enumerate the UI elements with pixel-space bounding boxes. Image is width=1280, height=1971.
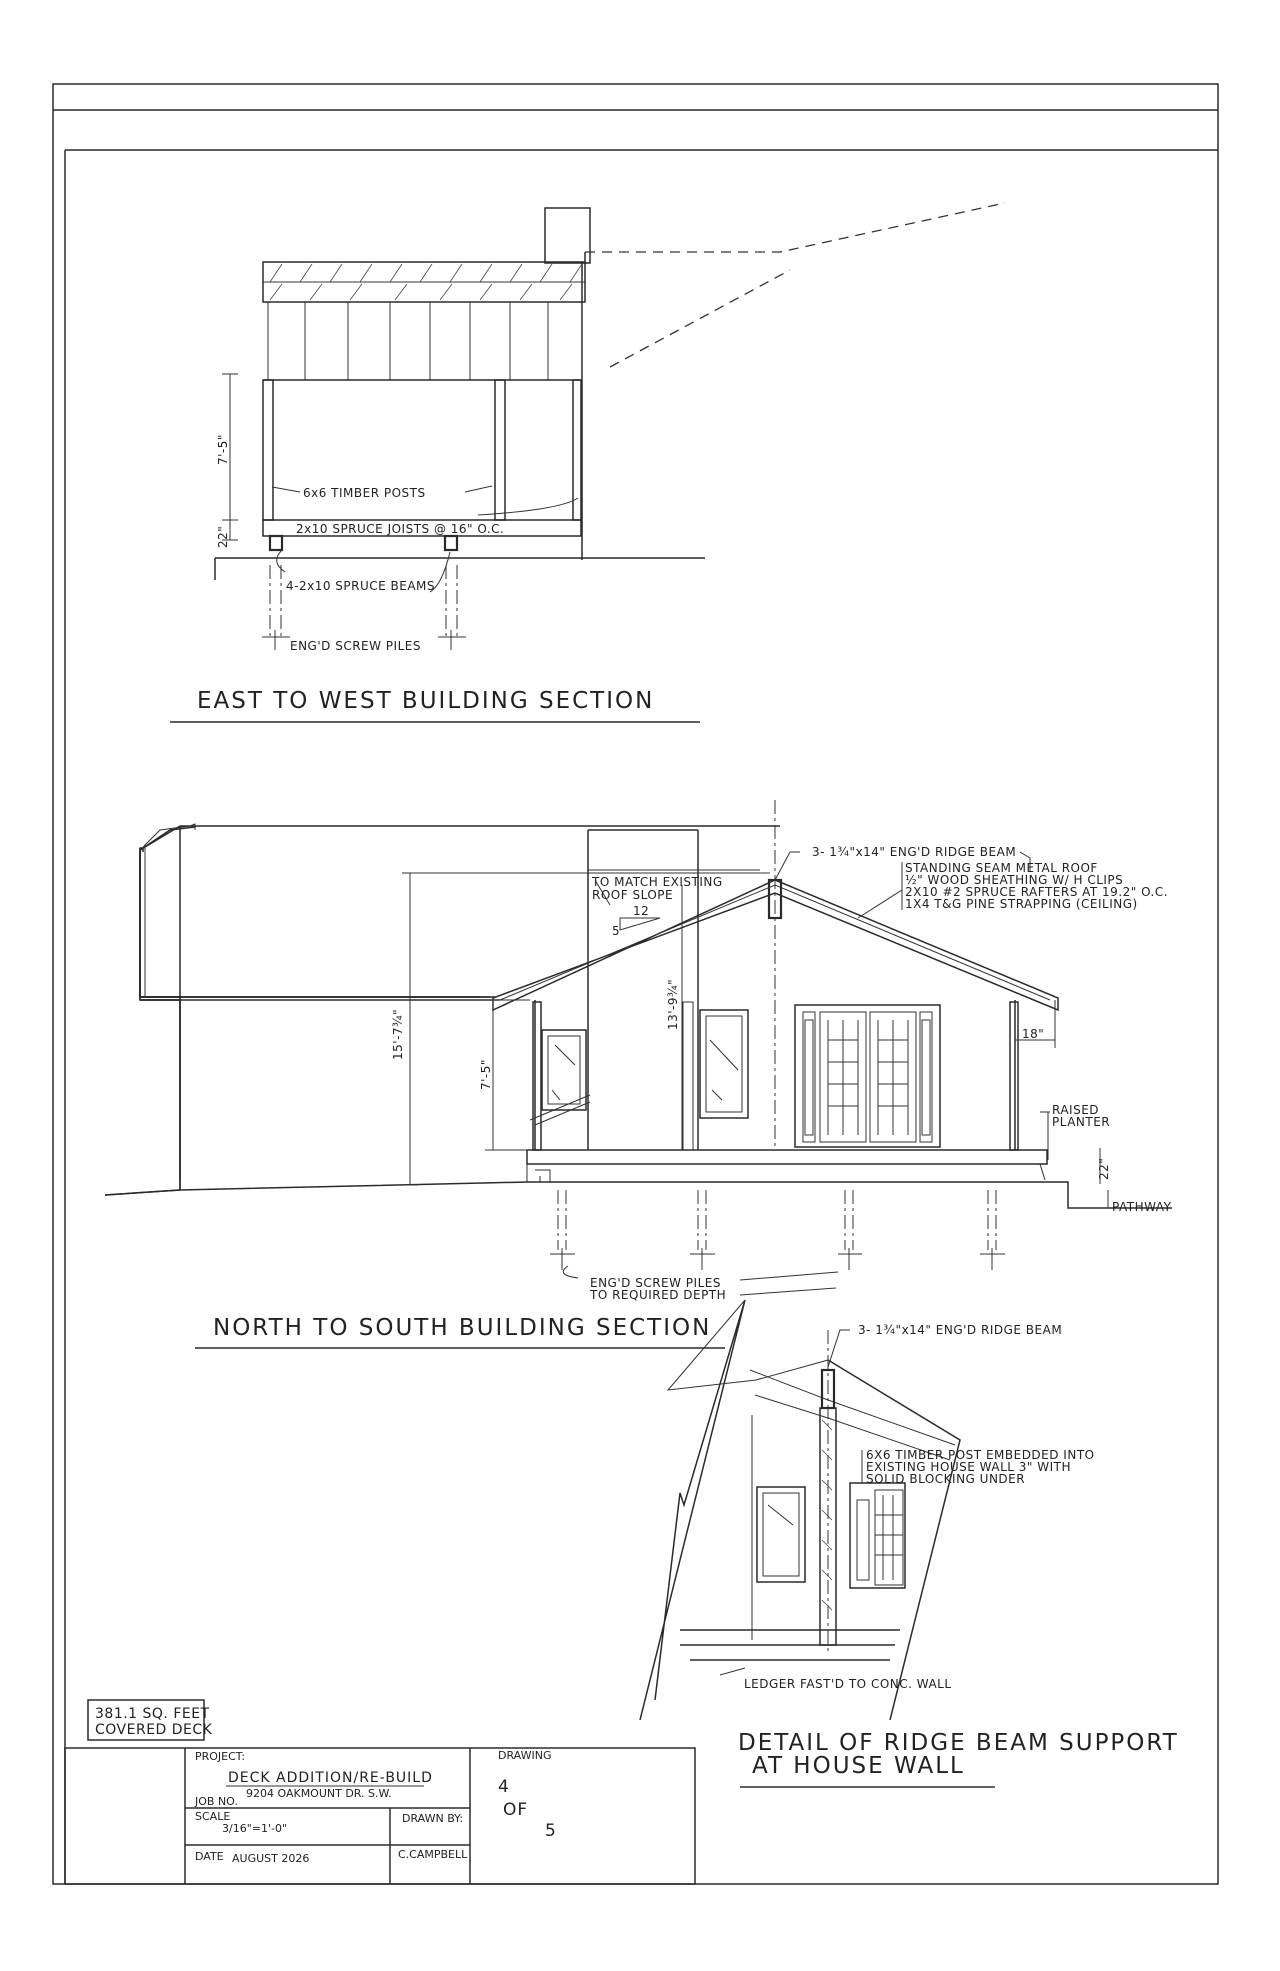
- tb-scale-value: 3/16"=1'-0": [222, 1822, 288, 1835]
- detail-post-note-1: 6X6 TIMBER POST EMBEDDED INTO: [866, 1448, 1095, 1462]
- detail-title-2: AT HOUSE WALL: [752, 1753, 965, 1779]
- ns-dim-overhang: 18": [1022, 1027, 1045, 1041]
- ns-slope-note-2: ROOF SLOPE: [592, 888, 674, 902]
- ns-label-planter-2: PLANTER: [1052, 1115, 1111, 1129]
- ns-roof-note-3: 2X10 #2 SPRUCE RAFTERS AT 19.2" O.C.: [905, 885, 1169, 899]
- east-west-section: [170, 203, 1005, 722]
- ew-dim-joist: 22": [216, 525, 230, 548]
- ns-label-piles-1: ENG'D SCREW PILES: [590, 1276, 721, 1290]
- detail-title-1: DETAIL OF RIDGE BEAM SUPPORT: [738, 1730, 1179, 1756]
- ns-dim-overall: 15'-7¾": [391, 1008, 405, 1060]
- tb-project-label: PROJECT:: [195, 1750, 246, 1763]
- ns-slope-rise: 5: [612, 924, 621, 938]
- detail-label-ridge: 3- 1¾"x14" ENG'D RIDGE BEAM: [858, 1323, 1063, 1337]
- ns-label-ridge: 3- 1¾"x14" ENG'D RIDGE BEAM: [812, 845, 1017, 859]
- ew-label-beams: 4-2x10 SPRUCE BEAMS: [286, 579, 436, 593]
- ns-slope-run: 12: [633, 904, 650, 918]
- tb-sheet-num: 4: [498, 1777, 510, 1797]
- title-block: [65, 1748, 695, 1884]
- tb-drawn-value: C.CAMPBELL: [398, 1848, 468, 1861]
- ns-roof-note-4: 1X4 T&G PINE STRAPPING (CEILING): [905, 897, 1138, 911]
- ns-label-piles-2: TO REQUIRED DEPTH: [590, 1288, 727, 1302]
- ns-dim-wall: 7'-5": [479, 1059, 493, 1090]
- ew-section-title: EAST TO WEST BUILDING SECTION: [197, 688, 655, 714]
- ns-roof-note-1: STANDING SEAM METAL ROOF: [905, 861, 1098, 875]
- ns-section-title: NORTH TO SOUTH BUILDING SECTION: [213, 1315, 712, 1341]
- tb-date-label: DATE: [195, 1850, 224, 1863]
- ew-label-posts: 6x6 TIMBER POSTS: [303, 486, 426, 500]
- tb-drawn-label: DRAWN BY:: [402, 1812, 464, 1825]
- ns-dim-planter: 22": [1097, 1157, 1111, 1180]
- ew-label-joists: 2x10 SPRUCE JOISTS @ 16" O.C.: [296, 522, 505, 536]
- ns-roof-note-2: ½" WOOD SHEATHING W/ H CLIPS: [905, 873, 1124, 887]
- ns-dim-ridge: 13'-9¾": [666, 978, 680, 1030]
- north-south-section: [105, 800, 1172, 1348]
- detail-post-note-2: EXISTING HOUSE WALL 3" WITH: [866, 1460, 1072, 1474]
- outer-border: [53, 84, 1218, 1884]
- area-box: [88, 1700, 213, 1740]
- tb-scale-label: SCALE: [195, 1810, 231, 1823]
- tb-address: 9204 OAKMOUNT DR. S.W.: [246, 1787, 392, 1800]
- detail-label-ledger: LEDGER FAST'D TO CONC. WALL: [744, 1677, 952, 1691]
- tb-drawing-label: DRAWING: [498, 1749, 552, 1762]
- ridge-beam-detail: [640, 1300, 1179, 1787]
- ns-label-pathway: PATHWAY: [1112, 1200, 1172, 1214]
- detail-post-note-3: SOLID BLOCKING UNDER: [866, 1472, 1026, 1486]
- ew-label-piles: ENG'D SCREW PILES: [290, 639, 421, 653]
- ew-dim-height: 7'-5": [216, 434, 230, 465]
- tb-date-value: AUGUST 2026: [232, 1852, 310, 1865]
- tb-sheet-of: OF: [503, 1800, 529, 1820]
- area-line-1: 381.1 SQ. FEET: [95, 1706, 210, 1722]
- area-line-2: COVERED DECK: [95, 1722, 213, 1738]
- tb-sheet-total: 5: [545, 1821, 557, 1841]
- tb-job-label: JOB NO.: [195, 1795, 238, 1808]
- ns-slope-note-1: TO MATCH EXISTING: [592, 875, 723, 889]
- tb-project-name: DECK ADDITION/RE-BUILD: [228, 1770, 433, 1786]
- ns-label-planter-1: RAISED: [1052, 1103, 1100, 1117]
